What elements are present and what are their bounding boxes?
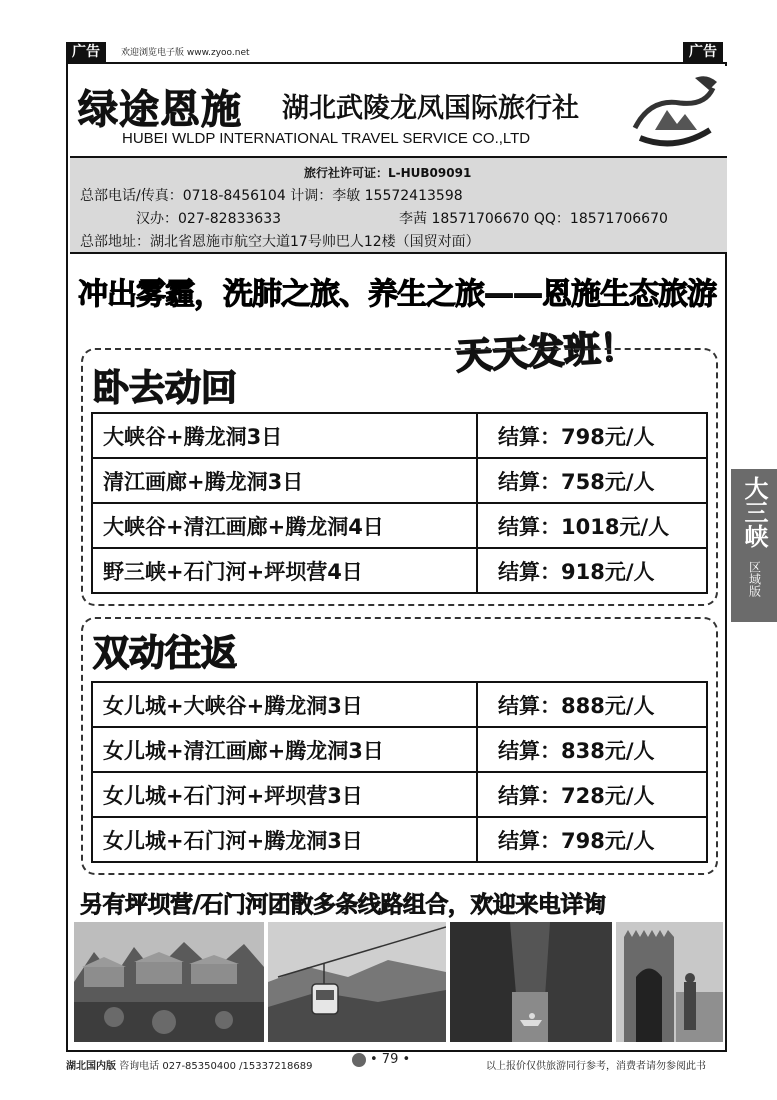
brand-title: 绿途恩施 (78, 86, 242, 133)
route-name: 女儿城+清江画廊+腾龙洞3日 (92, 727, 477, 772)
cable-car-photo (268, 922, 446, 1042)
route-price: 结算：1018元/人 (477, 503, 707, 548)
section-sleeper-out-train-back (81, 348, 718, 606)
table-row (92, 727, 707, 772)
region-name: 大三峡 (740, 476, 769, 548)
table-row (92, 548, 707, 593)
section-train-round-trip (81, 617, 718, 875)
page-number (352, 1052, 410, 1067)
table-row (92, 503, 707, 548)
hotline: 咨询电话 027-85350400 /15337218689 (119, 1061, 313, 1072)
footer-left (66, 1057, 313, 1072)
route-name: 大峡谷+清江画廊+腾龙洞4日 (92, 503, 477, 548)
agency-name-english: HUBEI WLDP INTERNATIONAL TRAVEL SERVICE CO.,LTD (122, 130, 531, 147)
ad-label-left: 广告 (66, 42, 106, 62)
welcome-text: 欢迎浏览电子版 www.zyoo.net (121, 48, 250, 58)
route-name: 野三峡+石门河+坪坝营4日 (92, 548, 477, 593)
route-price-table (91, 412, 708, 594)
section-title: 卧去动回 (93, 367, 238, 409)
route-price-table (91, 681, 708, 863)
route-price: 结算：798元/人 (477, 413, 707, 458)
daily-departure-slogan: 天天发班！ (455, 326, 638, 378)
agency-name: 湖北武陵龙凤国际旅行社 (282, 93, 579, 124)
table-row (92, 772, 707, 817)
page-badge-icon (352, 1053, 366, 1067)
ad-label-right: 广告 (683, 42, 723, 62)
table-row (92, 682, 707, 727)
table-row (92, 817, 707, 862)
route-name: 大峡谷+腾龙洞3日 (92, 413, 477, 458)
contact-info (70, 158, 727, 254)
advertisement-frame (66, 62, 727, 1052)
promo-headline: 冲出雾霾，洗肺之旅、养生之旅——恩施生态旅游 (78, 277, 716, 312)
agency-header (70, 66, 727, 158)
edition-label: 区域版 (747, 561, 762, 597)
table-row (92, 413, 707, 458)
ancient-gate-photo (616, 922, 723, 1042)
route-price: 结算：728元/人 (477, 772, 707, 817)
route-price: 结算：918元/人 (477, 548, 707, 593)
more-routes-note: 另有坪坝营/石门河团散多条线路组合，欢迎来电详询 (80, 892, 606, 918)
page-number-text: • 79 • (370, 1052, 411, 1067)
canyon-river-photo (450, 922, 612, 1042)
footer-disclaimer: 以上报价仅供旅游同行参考，消费者请勿参阅此书 (486, 1061, 706, 1072)
scenery-photo-strip (74, 922, 723, 1042)
contact-qq-line: 李茜 18571706670 QQ：18571706670 (399, 211, 668, 227)
section-title: 双动往返 (93, 632, 238, 674)
wuhan-office-line: 汉办：027-82833633 (136, 211, 282, 227)
village-photo (74, 922, 264, 1042)
route-name: 女儿城+石门河+坪坝营3日 (92, 772, 477, 817)
regional-edition-tab (731, 469, 777, 622)
dragon-logo-icon (625, 68, 725, 154)
table-row (92, 458, 707, 503)
route-name: 女儿城+石门河+腾龙洞3日 (92, 817, 477, 862)
hq-phone-line: 总部电话/传真：0718-8456104 计调：李敏 15572413598 (80, 188, 463, 204)
route-price: 结算：798元/人 (477, 817, 707, 862)
route-name: 女儿城+大峡谷+腾龙洞3日 (92, 682, 477, 727)
edition-name: 湖北国内版 (66, 1061, 116, 1072)
hq-address-line: 总部地址：湖北省恩施市航空大道17号帅巴人12楼（国贸对面） (80, 234, 480, 250)
route-price: 结算：758元/人 (477, 458, 707, 503)
license-number: 旅行社许可证：L-HUB09091 (304, 166, 472, 180)
route-price: 结算：888元/人 (477, 682, 707, 727)
route-name: 清江画廊+腾龙洞3日 (92, 458, 477, 503)
route-price: 结算：838元/人 (477, 727, 707, 772)
